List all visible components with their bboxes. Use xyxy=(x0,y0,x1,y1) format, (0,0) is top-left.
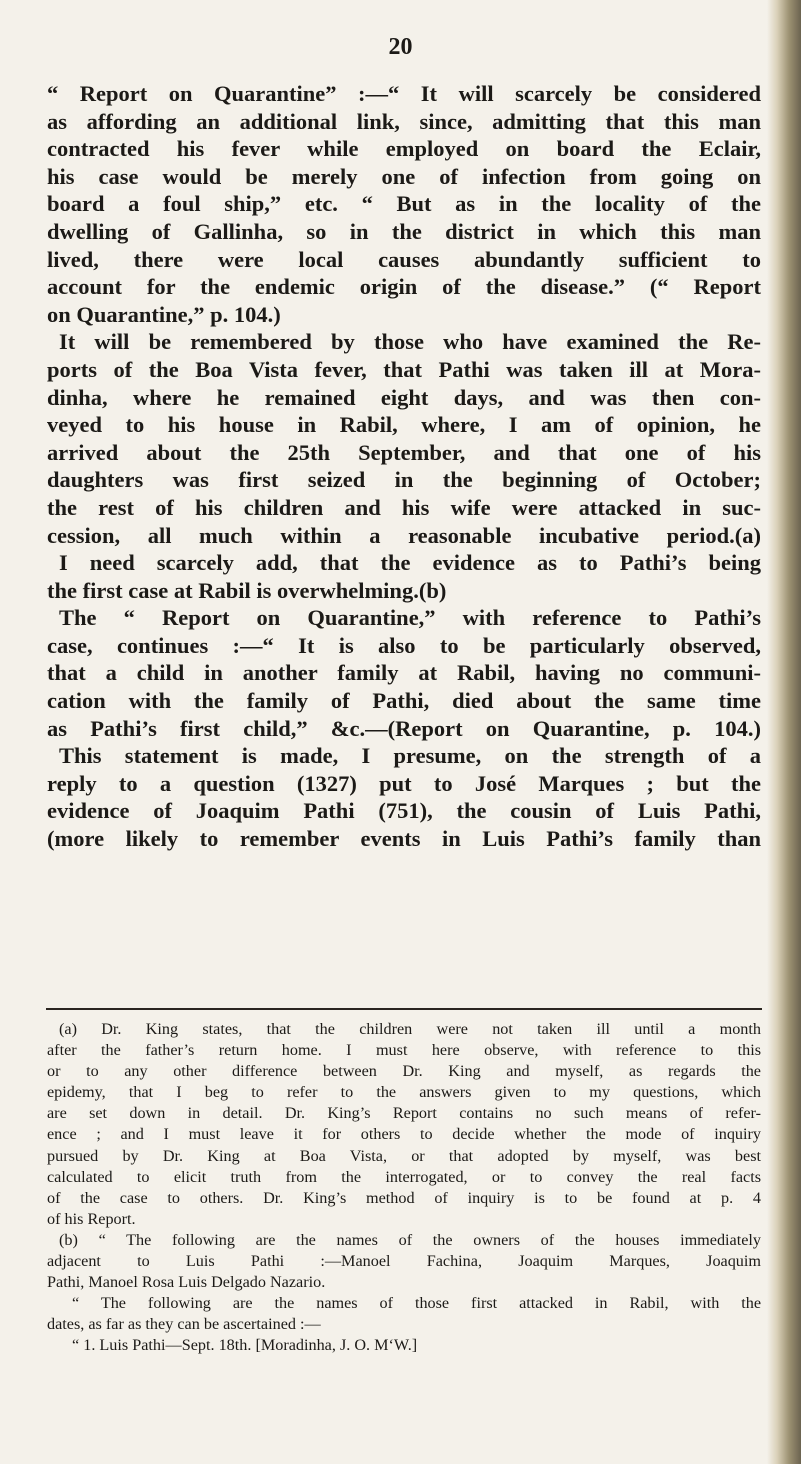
body-line: contracted his fever while employed on board the Eclair, xyxy=(47,136,761,162)
body-line: the rest of his children and his wife were attacked in suc- xyxy=(47,494,761,520)
body-line: veyed to his house in Rabil, where, I am of opinion, he xyxy=(47,412,761,438)
body-line: on Quarantine,” p. 104.) xyxy=(47,301,281,327)
body-line: This statement is made, I presume, on the strength of a xyxy=(59,743,761,769)
body-line: dinha, where he remained eight days, and was then con- xyxy=(47,384,761,410)
footnote-line: (b) “ The following are the names of the owners of the houses immediately xyxy=(59,1230,761,1249)
body-line: case, continues :—“ It is also to be particularly observed, xyxy=(47,632,761,658)
body-line: lived, there were local causes abundantly sufficient to xyxy=(47,246,761,272)
footnote-line: “ The following are the names of those first attacked in Rabil, with the xyxy=(72,1294,761,1313)
footnote-line: or to any other difference between Dr. King and myself, as regards the xyxy=(47,1062,761,1081)
body-line: dwelling of Gallinha, so in the district in which this man xyxy=(47,218,761,244)
body-line: arrived about the 25th September, and that one of his xyxy=(47,439,761,465)
body-line: board a foul ship,” etc. “ But as in the locality of the xyxy=(47,191,761,217)
footnote-line: after the father’s return home. I must here observe, with reference to this xyxy=(47,1041,761,1060)
body-line: “ Report on Quarantine” :—“ It will scarcely be considered xyxy=(47,81,761,106)
footnote-line: Pathi, Manoel Rosa Luis Delgado Nazario. xyxy=(47,1273,326,1292)
body-line: his case would be merely one of infection from going on xyxy=(47,163,761,189)
footnote-line: pursued by Dr. King at Boa Vista, or that adopted by myself, was best xyxy=(47,1146,761,1165)
footnote-line: of his Report. xyxy=(47,1209,136,1228)
footnote-divider xyxy=(46,1008,762,1010)
footnotes xyxy=(47,1019,761,1357)
footnote-line: epidemy, that I beg to refer to the answers given to my questions, which xyxy=(47,1083,761,1102)
body-line: as affording an additional link, since, admitting that this man xyxy=(47,108,761,134)
footnote-line: calculated to elicit truth from the interrogated, or to convey the real facts xyxy=(47,1167,761,1186)
body-line: daughters was first seized in the beginning of October; xyxy=(47,467,761,493)
page-binding-shadow xyxy=(767,0,801,1464)
footnote-line: ence ; and I must leave it for others to decide whether the mode of inquiry xyxy=(47,1125,761,1144)
body-line: cession, all much within a reasonable incubative period.(a) xyxy=(47,522,761,548)
footnote-line: dates, as far as they can be ascertained :— xyxy=(47,1315,321,1334)
body-line: I need scarcely add, that the evidence as to Pathi’s being xyxy=(59,550,761,576)
page-number: 20 xyxy=(388,34,413,60)
body-line: the first case at Rabil is overwhelming.(b) xyxy=(47,577,447,603)
body-line: It will be remembered by those who have examined the Re- xyxy=(59,329,761,355)
body-line: (more likely to remember events in Luis Pathi’s family than xyxy=(47,826,761,852)
footnote-line: of the case to others. Dr. King’s method of inquiry is to be found at p. 4 xyxy=(47,1188,761,1207)
footnote-line: adjacent to Luis Pathi :—Manoel Fachina, Joaquim Marques, Joaquim xyxy=(47,1252,761,1271)
footnote-line: (a) Dr. King states, that the children were not taken ill until a month xyxy=(59,1020,761,1038)
body-line: The “ Report on Quarantine,” with reference to Pathi’s xyxy=(59,605,761,631)
footnote-line: “ 1. Luis Pathi—Sept. 18th. [Moradinha, J. O. M‘W.] xyxy=(72,1336,418,1355)
body-text xyxy=(47,80,761,853)
body-line: reply to a question (1327) put to José Marques ; but the xyxy=(47,770,761,796)
footnote-line: are set down in detail. Dr. King’s Report contains no such means of refer- xyxy=(47,1104,761,1123)
body-line: as Pathi’s first child,” &c.—(Report on Quarantine, p. 104.) xyxy=(47,715,761,741)
body-line: cation with the family of Pathi, died about the same time xyxy=(47,688,761,714)
body-line: account for the endemic origin of the disease.” (“ Report xyxy=(47,274,761,300)
body-line: that a child in another family at Rabil, having no communi- xyxy=(47,660,761,686)
body-line: evidence of Joaquim Pathi (751), the cousin of Luis Pathi, xyxy=(47,798,761,824)
body-line: ports of the Boa Vista fever, that Pathi was taken ill at Mora- xyxy=(47,356,761,382)
